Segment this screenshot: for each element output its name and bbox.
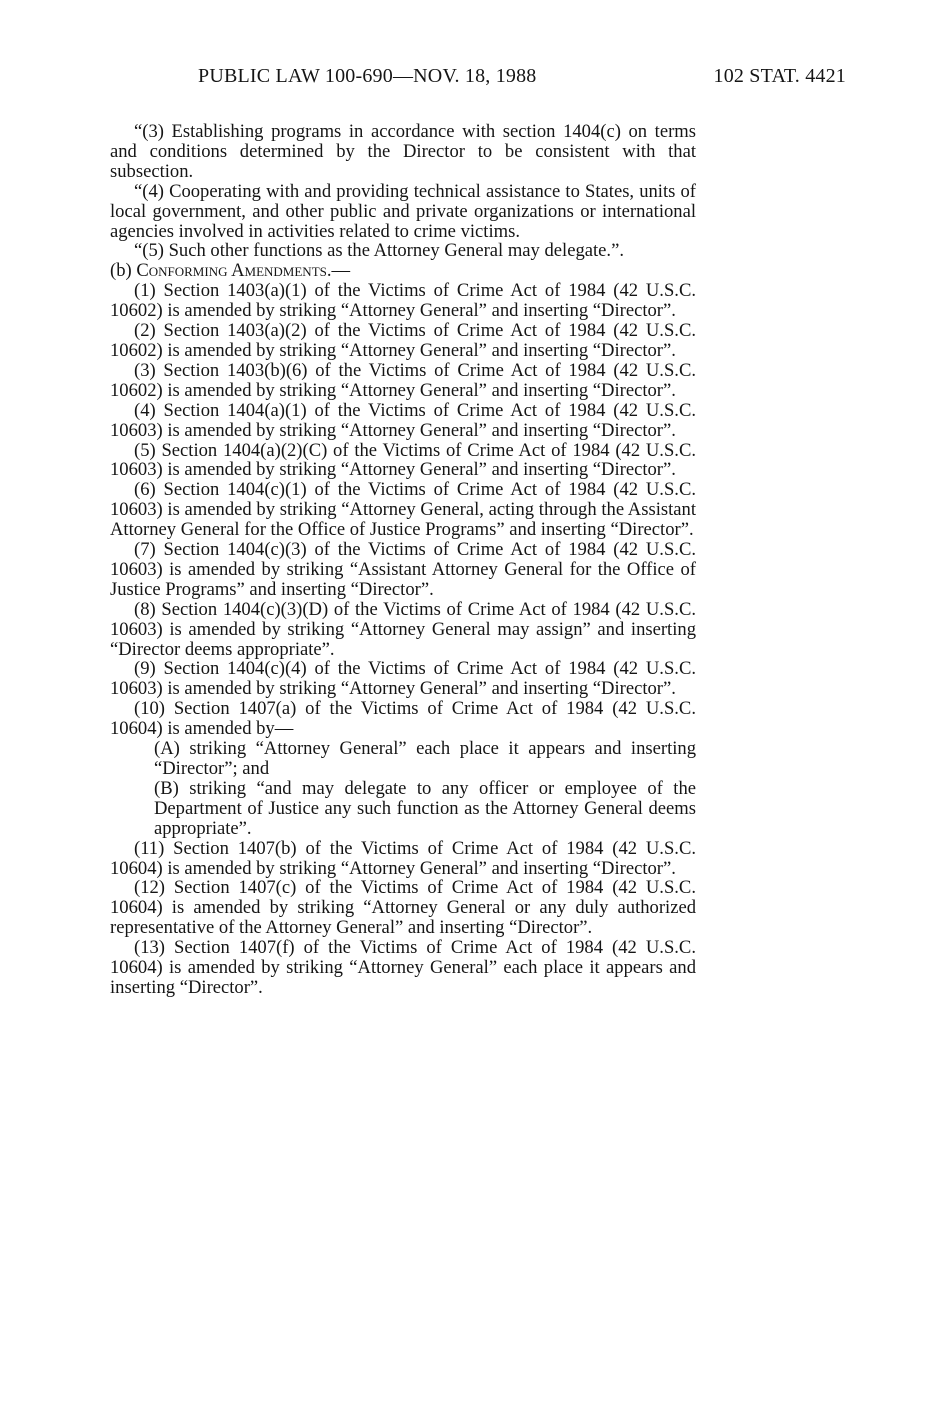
amendment-5: (5) Section 1404(a)(2)(C) of the Victims of Crime Act of 1984 (42 U.S.C. 10603) is amended by striking “Attorney General” and inserting “Director”. <box>110 439 696 481</box>
subsection-b-title: Conforming Amendments.— <box>136 260 351 282</box>
amendment-9: (9) Section 1404(c)(4) of the Victims of Crime Act of 1984 (42 U.S.C. 10603) is amended by striking “Attorney General” and inserting “Director”. <box>110 658 696 700</box>
amendment-7: (7) Section 1404(c)(3) of the Victims of Crime Act of 1984 (42 U.S.C. 10603) is amended by striking “Assistant Attorney General for the Office of Justice Programs” and inserting “Director”. <box>110 539 696 600</box>
stat-citation: 102 STAT. 4421 <box>713 65 846 87</box>
running-title: PUBLIC LAW 100-690—NOV. 18, 1988 <box>198 65 537 87</box>
amendment-10-b: (B) striking “and may delegate to any officer or employee of the Department of Justice any such function as the Attorney General deems appropriate”. <box>154 777 696 839</box>
subsection-b-heading <box>110 261 696 281</box>
amendment-2: (2) Section 1403(a)(2) of the Victims of Crime Act of 1984 (42 U.S.C. 10602) is amended by striking “Attorney General” and inserting “Director”. <box>110 320 696 361</box>
amendment-1: (1) Section 1403(a)(1) of the Victims of Crime Act of 1984 (42 U.S.C. 10602) is amended by striking “Attorney General” and inserting “Director”. <box>110 280 696 322</box>
paragraph-4: “(4) Cooperating with and providing technical assistance to States, units of local government, and other public and private organizations or international agencies involved in activities related to crime victims. <box>110 180 696 242</box>
statute-body <box>110 122 696 998</box>
amendment-3: (3) Section 1403(b)(6) of the Victims of Crime Act of 1984 (42 U.S.C. 10602) is amended by striking “Attorney General” and inserting “Director”. <box>110 359 696 401</box>
amendment-10-a: (A) striking “Attorney General” each place it appears and inserting “Director”; and <box>154 738 696 779</box>
amendment-13: (13) Section 1407(f) of the Victims of Crime Act of 1984 (42 U.S.C. 10604) is amended by striking “Attorney General” each place it appears and inserting “Director”. <box>110 937 696 998</box>
amendment-11: (11) Section 1407(b) of the Victims of Crime Act of 1984 (42 U.S.C. 10604) is amended by striking “Attorney General” and inserting “Director”. <box>110 837 696 879</box>
paragraph-5: “(5) Such other functions as the Attorney General may delegate.”. <box>134 240 624 262</box>
subsection-b-label: (b) <box>110 260 132 282</box>
page-header <box>110 64 846 92</box>
amendment-6: (6) Section 1404(c)(1) of the Victims of Crime Act of 1984 (42 U.S.C. 10603) is amended by striking “Attorney General, acting through the Assistant Attorney General for the Office of Justice Programs” and inserting “Director”. <box>110 479 696 541</box>
amendment-12: (12) Section 1407(c) of the Victims of Crime Act of 1984 (42 U.S.C. 10604) is amended by striking “Attorney General or any duly authorized representative of the Attorney General” and inserting “Director”. <box>110 877 696 939</box>
amendment-8: (8) Section 1404(c)(3)(D) of the Victims of Crime Act of 1984 (42 U.S.C. 10603) is amended by striking “Attorney General may assign” and inserting “Director deems appropriate”. <box>110 598 696 660</box>
amendment-4: (4) Section 1404(a)(1) of the Victims of Crime Act of 1984 (42 U.S.C. 10603) is amended by striking “Attorney General” and inserting “Director”. <box>110 399 696 441</box>
amendment-10: (10) Section 1407(a) of the Victims of Crime Act of 1984 (42 U.S.C. 10604) is amended by— <box>110 698 696 740</box>
paragraph-3: “(3) Establishing programs in accordance with section 1404(c) on terms and conditions determined by the Director to be consistent with that subsection. <box>110 121 696 182</box>
